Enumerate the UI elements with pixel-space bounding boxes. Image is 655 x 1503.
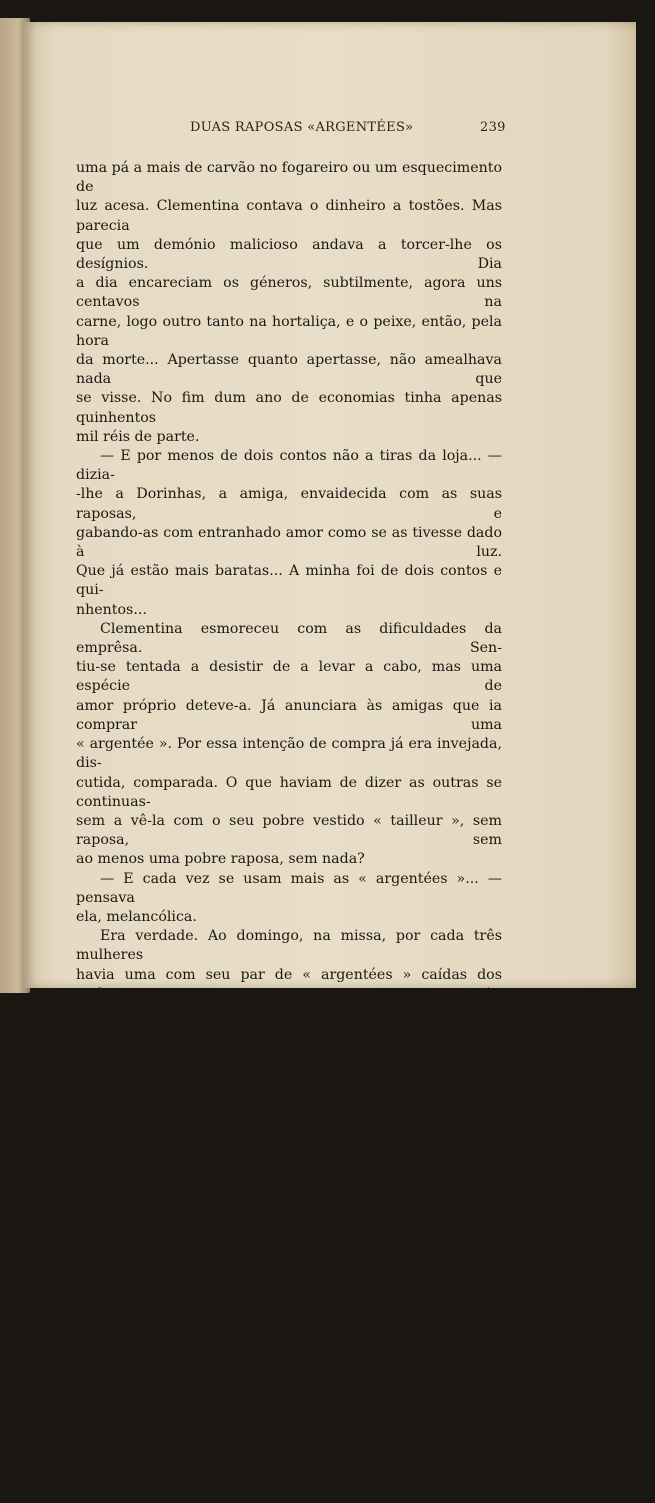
text-line: as suas amigas... Tôdas, a pouco e pouco, iam comprando as ra- — [76, 1158, 502, 1194]
text-line: — Calúnias! O patrão é tão sovina! E tão velho! Nem êle — [76, 1235, 502, 1271]
text-line: — E cada vez se usam mais as « argentées »... — pensava — [76, 870, 502, 906]
text-line: nadas. Mulheres de tôdas as classes, da sociedade, do teatro, dos — [76, 1043, 502, 1079]
text-line: a dia encareciam os géneros, subtilmente, agora uns centavos na — [76, 275, 502, 311]
text-line: prado as suas por um preço inverossímil, em segunda mão... — [76, 1312, 502, 1348]
text-line: carne, logo outro tanto na hortaliça, e o peixe, então, pela hora — [76, 313, 502, 349]
text-line: amor próprio deteve-a. Já anunciara às amigas que ia comprar uma — [76, 697, 502, 733]
text-line: posas famosas. É verdade que se rosnava da Rosa, da Laurinha... — [76, 1196, 502, 1233]
text-line: se visse. No fim dum ano de economias tinha apenas quinhentos — [76, 390, 502, 426]
text-line: clubes nocturnos, tôdas ostentavam o seu par de « argentées » — [76, 1081, 502, 1117]
text-line: Era verdade. Ao domingo, na missa, por cada três mulheres — [76, 928, 502, 964]
text-line: luz acesa. Clementina contava o dinheiro a tostões. Mas parecia — [76, 198, 502, 234]
text-line: « argentée ». Por essa intenção de compra já era invejada, dis- — [76, 736, 502, 772]
text-line: Uma manhã, já se sentia o inverno, Clementina lia o jornal — [76, 1350, 502, 1386]
text-line: por página saboreou as notícias internacionais, os crimes, a pro- — [76, 1427, 502, 1463]
text-line: Clementina esmoreceu com as dificuldades da emprêsa. Sen- — [76, 620, 502, 657]
body-text — [76, 159, 502, 1503]
text-line: tiu-se tentada a desistir de a levar a cabo, mas uma espécie de — [76, 659, 502, 695]
text-line: — E por menos de dois contos não a tiras da loja... — dizia- — [76, 448, 502, 484]
running-title: DUAS RAPOSAS «ARGENTÉES» — [190, 120, 414, 135]
text-line: havia uma com seu par de « argentées » caídas dos ombros. Ao — [76, 966, 502, 1002]
text-line: mil réis de parte. — [76, 428, 200, 445]
text-line: sábado, no cinema, elas multiplicavam-se, e já apareciam alter- — [76, 1004, 502, 1041]
text-line: cutida, comparada. O que haviam de dizer as outras se continuas- — [76, 774, 502, 810]
text-line: -lhe a Dorinhas, a amiga, envaidecida com as suas raposas, e — [76, 486, 502, 522]
page-number: 239 — [480, 120, 506, 135]
text-line: lhe dava a raposa! A Laurinha dizia-o a tôda a gente, tinha com- — [76, 1273, 502, 1309]
text-line: sem a vê-la com o seu pobre vestido « tailleur », sem raposa, sem — [76, 812, 502, 849]
text-line: sentada à mesa de jantar, enquanto beberricava o café. Página — [76, 1389, 502, 1425]
text-line: que um demónio malicioso andava a torcer-lhe os desígnios. Dia — [76, 236, 502, 273]
text-line: ao menos uma pobre raposa, sem nada? — [76, 851, 365, 868]
text-line: Que já estão mais baratas... A minha foi de dois contos e qui- — [76, 563, 502, 599]
page-header — [24, 118, 636, 138]
text-line: víncia, os anúncios. De súbito bateu com os olhos num título gordo, — [76, 1465, 502, 1502]
text-line: da morte... Apertasse quanto apertasse, não amealhava nada que — [76, 352, 502, 388]
text-line: nhentos... — [76, 601, 147, 618]
text-line: uma pá a mais de carvão no fogareiro ou um esquecimento de — [76, 160, 502, 196]
book-page — [24, 22, 636, 1502]
text-line: ela, melancólica. — [76, 908, 197, 925]
text-line: fascinantes, imperiais, admiráveis. Clementina passava em revista — [76, 1120, 502, 1156]
text-line: gabando-as com entranhado amor como se as tivesse dado à luz. — [76, 524, 502, 561]
